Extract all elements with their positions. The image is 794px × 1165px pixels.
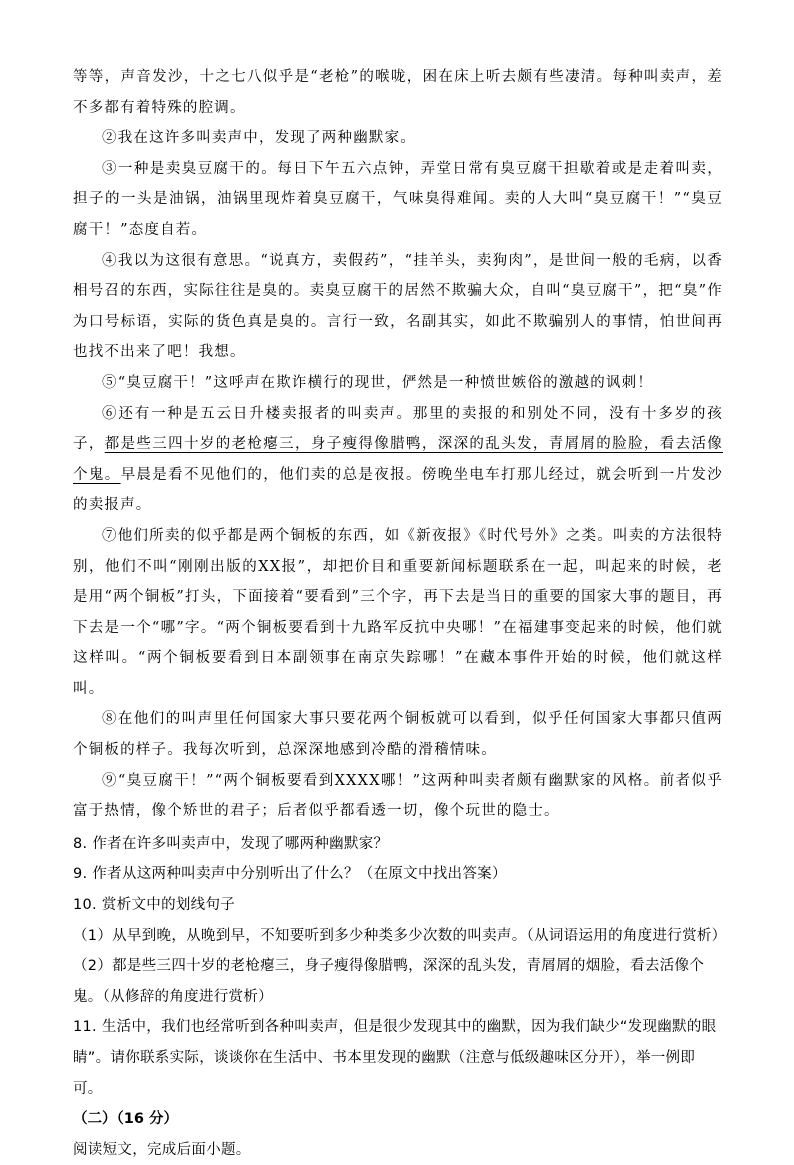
question-10-part-2: （2）都是些三四十岁的老枪瘪三，身子瘦得像腊鸭，深深的乱头发，青屑屑的烟脸，看去活像个鬼。（从修辞的角度进行赏析） [73,958,705,1005]
passage-paragraph-2: ②我在这许多叫卖声中，发现了两种幽默家。 [102,130,416,147]
passage-paragraph-5: ⑤“臭豆腐干！”这呼声在欺诈横行的现世，俨然是一种愤世嫉俗的激越的讽刺！ [102,374,654,391]
passage-paragraph-4: ④我以为这很有意思。“说真方，卖假药”，“挂羊头，卖狗肉”，是世间一般的毛病，以香相号召的东西，实际往往是臭的。卖臭豆腐干的居然不欺骗大众，自叫“臭豆腐干”，把“臭”作为口号标语，实际的货色真是臭的。言行一致，名副其实，如此不欺骗别人的事情，怕世间再也找不出来了吧！我想。 [73,252,723,361]
question-11: 11. 生活中，我们也经常听到各种叫卖声，但是很少发现其中的幽默，因为我们缺少“发现幽默的眼睛”。请你联系实际，谈谈你在生活中、书本里发现的幽默（注意与低级趣味区分开），举一例即可。 [73,1019,717,1097]
paragraph-6-text-a: ⑥还有一种是五云日升楼卖报者的叫卖声。那里的卖报的和别处不同，没有十多岁的孩子， [73,405,723,453]
question-10: 10. 赏析文中的划线句子 [73,897,236,914]
paragraph-6-text-b: 早晨是看不见他们的，他们卖的总是夜报。傍晚坐电车打那儿经过，就会听到一片发沙的卖报声。 [73,466,723,514]
passage-paragraph-9: ⑨“臭豆腐干！”“两个铜板要看到XXXX哪！”这两种叫卖者颇有幽默家的风格。前者似乎富于热情，像个矫世的君子；后者似乎都看透一切，像个玩世的隐士。 [73,772,723,820]
passage-paragraph-3: ③一种是卖臭豆腐干的。每日下午五六点钟，弄堂日常有臭豆腐干担歇着或是走着叫卖，担子的一头是油锅，油锅里现炸着臭豆腐干，气味臭得难闻。卖的人大叫“臭豆腐干！”“臭豆腐干！”态度自若。 [73,160,723,238]
underlined-sentence: 都是些三四十岁的老枪瘪三，身子瘦得像腊鸭，深深的乱头发，青屑屑的脸脸，看去活像个鬼。 [73,436,723,483]
question-9: 9. 作者从这两种叫卖声中分别听出了什么？（在原文中找出答案） [73,866,507,883]
section-2-instruction: 阅读短文，完成后面小题。 [73,1141,251,1158]
section-2-heading: （二）（16 分） [73,1111,178,1128]
document-page [73,62,727,1165]
passage-paragraph-7: ⑦他们所卖的似乎都是两个铜板的东西，如《新夜报》《时代号外》之类。叫卖的方法很特别，他们不叫“刚刚出版的XX报”，却把价目和重要新闻标题联系在一起，叫起来的时候，老是用“两个铜板”打头，下面接着“要看到”三个字，再下去是当日的重要的国家大事的题目，再下去是一个“哪”字。“两个铜板要看到十九路军反抗中央哪！”在福建事变起来的时候，他们就这样叫。“两个铜板要看到日本副领事在南京失踪哪！”在藏本事件开始的时候，他们就这样叫。 [73,527,723,697]
question-10-part-1: （1）从早到晚，从晚到早，不知要听到多少种类多少次数的叫卖声。（从词语运用的角度进行赏析） [73,927,727,944]
passage-paragraph-continued: 等等，声音发沙，十之七八似乎是“老枪”的喉咙，困在床上听去颇有些凄清。每种叫卖声，差不多都有着特殊的腔调。 [73,69,723,116]
passage-paragraph-6 [73,399,723,521]
passage-paragraph-8: ⑧在他们的叫声里任何国家大事只要花两个铜板就可以看到，似乎任何国家大事都只值两个铜板的样子。我每次听到，总深深地感到冷酷的滑稽情味。 [73,711,723,759]
question-8: 8. 作者在许多叫卖声中，发现了哪两种幽默家？ [73,835,389,852]
